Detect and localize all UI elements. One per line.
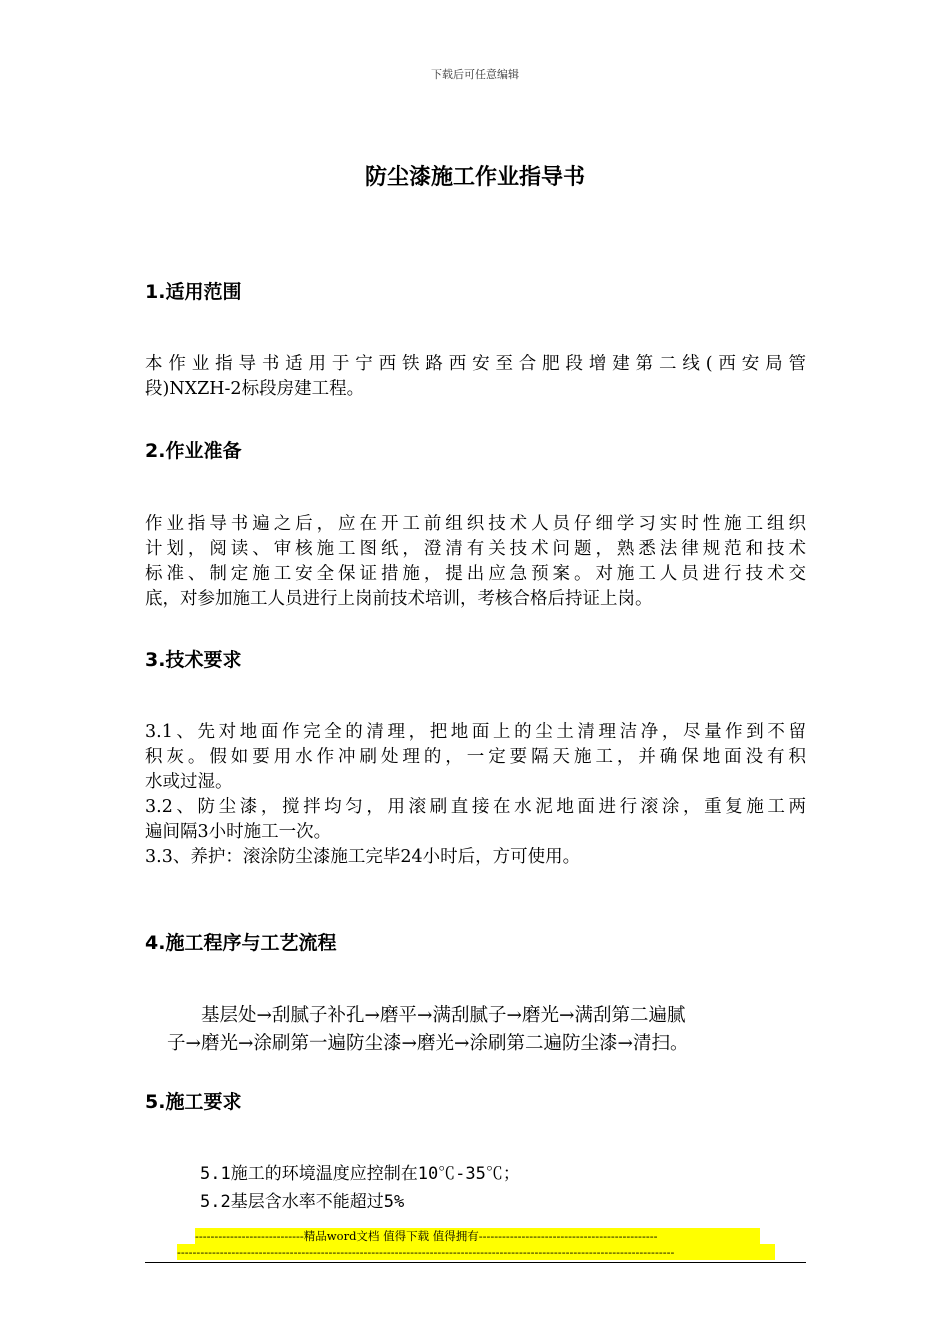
section-5-body (200, 1160, 520, 1216)
paragraph-line: 底，对参加施工人员进行上岗前技术培训，考核合格后持证上岗。 (145, 589, 653, 609)
paragraph-line: 标准、制定施工安全保证措施，提出应急预案。对施工人员进行技术交 (145, 564, 806, 584)
section-heading-3: 3.技术要求 (145, 649, 242, 671)
process-flow-line: 子→磨光→涂刷第一遍防尘漆→磨光→涂刷第二遍防尘漆→清扫。 (167, 1033, 689, 1054)
footer-line-2: -------------------------------------------------------------------------------------------------------------------------------- (177, 1244, 775, 1260)
paragraph-line: 积灰。假如要用水作冲刷处理的，一定要隔天施工，并确保地面没有积 (145, 747, 806, 767)
requirement-line: 5.2基层含水率不能超过5% (200, 1192, 405, 1212)
header-note: 下载后可任意编辑 (431, 68, 519, 81)
footer-divider (145, 1262, 806, 1263)
document-title: 防尘漆施工作业指导书 (364, 165, 585, 190)
section-3-body (145, 720, 806, 870)
paragraph-line: 3.1、先对地面作完全的清理，把地面上的尘土清理洁净，尽量作到不留 (145, 722, 806, 742)
section-2-body (145, 512, 806, 612)
section-heading-2: 2.作业准备 (145, 440, 242, 462)
footer-line-1: ----------------------------精品word文档 值得下载 值得拥有---------------------------------------------- (195, 1228, 760, 1244)
paragraph-line: 遍间隔3小时施工一次。 (145, 822, 332, 842)
section-1-body (145, 352, 806, 402)
paragraph-line: 段)NXZH-2标段房建工程。 (145, 379, 365, 399)
section-4-body (145, 1002, 806, 1058)
requirement-line: 5.1施工的环境温度应控制在10℃-35℃； (200, 1164, 520, 1184)
section-heading-4: 4.施工程序与工艺流程 (145, 932, 337, 954)
paragraph-line: 水或过湿。 (145, 772, 233, 792)
section-heading-1: 1.适用范围 (145, 281, 242, 303)
process-flow-line: 基层处→刮腻子补孔→磨平→满刮腻子→磨光→满刮第二遍腻 (201, 1005, 686, 1026)
paragraph-line: 本作业指导书适用于宁西铁路西安至合肥段增建第二线(西安局管 (145, 354, 806, 374)
paragraph-line: 3.3、养护：滚涂防尘漆施工完毕24小时后，方可使用。 (145, 847, 581, 867)
footer-banner (145, 1228, 806, 1260)
paragraph-line: 计划，阅读、审核施工图纸，澄清有关技术问题，熟悉法律规范和技术 (145, 539, 806, 559)
paragraph-line: 3.2、防尘漆，搅拌均匀，用滚刷直接在水泥地面进行滚涂，重复施工两 (145, 797, 806, 817)
paragraph-line: 作业指导书遍之后，应在开工前组织技术人员仔细学习实时性施工组织 (145, 514, 806, 534)
section-heading-5: 5.施工要求 (145, 1091, 242, 1113)
